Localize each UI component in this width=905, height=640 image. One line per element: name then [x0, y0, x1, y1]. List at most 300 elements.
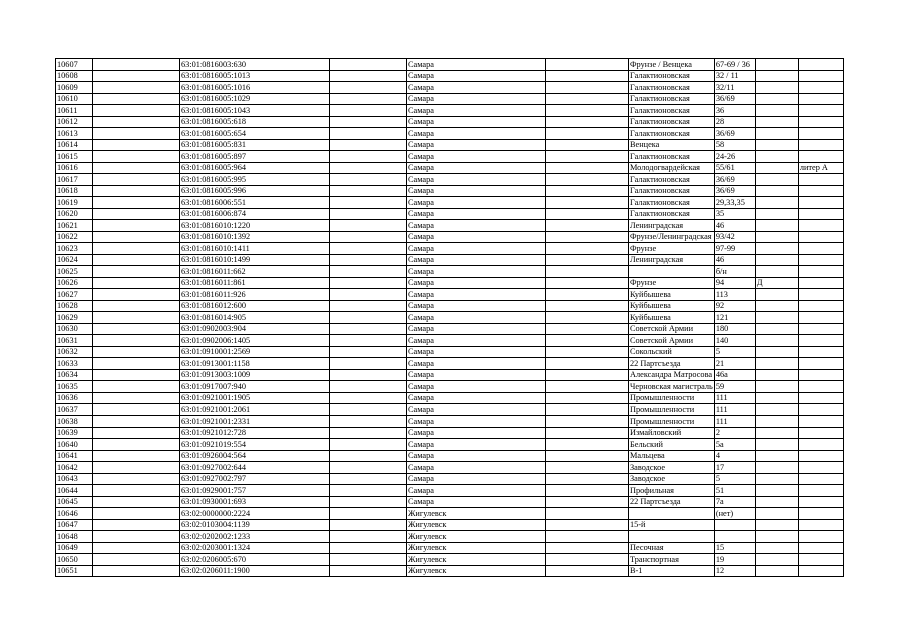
building-letter-cell: [755, 369, 798, 381]
empty-cell: [93, 335, 180, 347]
house-number-cell: 58: [714, 139, 755, 151]
note-cell: [798, 128, 843, 140]
city-cell: Самара: [407, 59, 546, 71]
empty-cell: [93, 82, 180, 94]
house-number-cell: 4: [714, 450, 755, 462]
empty-cell: [546, 358, 629, 370]
house-number-cell: 5а: [714, 439, 755, 451]
row-number-cell: 10642: [56, 462, 93, 474]
city-cell: Самара: [407, 485, 546, 497]
table-row: [56, 231, 844, 243]
city-cell: Самара: [407, 323, 546, 335]
building-letter-cell: [755, 496, 798, 508]
note-cell: [798, 554, 843, 566]
row-number-cell: 10633: [56, 358, 93, 370]
house-number-cell: 111: [714, 415, 755, 427]
note-cell: [798, 254, 843, 266]
row-number-cell: 10639: [56, 427, 93, 439]
table-row: [56, 392, 844, 404]
street-cell: Бельский: [629, 439, 715, 451]
building-letter-cell: [755, 531, 798, 543]
house-number-cell: 2: [714, 427, 755, 439]
empty-cell: [93, 415, 180, 427]
table-row: [56, 531, 844, 543]
cadastral-number-cell: 63:01:0816005:1043: [180, 105, 330, 117]
street-cell: Ленинградская: [629, 220, 715, 232]
row-number-cell: 10609: [56, 82, 93, 94]
table-row: [56, 358, 844, 370]
city-cell: Самара: [407, 128, 546, 140]
house-number-cell: 28: [714, 116, 755, 128]
empty-cell: [546, 116, 629, 128]
empty-cell: [546, 231, 629, 243]
row-number-cell: 10615: [56, 151, 93, 163]
empty-cell: [330, 208, 407, 220]
row-number-cell: 10651: [56, 565, 93, 577]
cadastral-number-cell: 63:01:0917007:940: [180, 381, 330, 393]
empty-cell: [546, 312, 629, 324]
note-cell: [798, 174, 843, 186]
empty-cell: [93, 473, 180, 485]
street-cell: Фрунзе/Ленинградская: [629, 231, 715, 243]
house-number-cell: 32 / 11: [714, 70, 755, 82]
cadastral-number-cell: 63:01:0816012:600: [180, 300, 330, 312]
house-number-cell: 21: [714, 358, 755, 370]
empty-cell: [546, 197, 629, 209]
row-number-cell: 10613: [56, 128, 93, 140]
empty-cell: [330, 496, 407, 508]
row-number-cell: 10641: [56, 450, 93, 462]
building-letter-cell: [755, 485, 798, 497]
street-cell: Галактионовская: [629, 174, 715, 186]
city-cell: Жигулевск: [407, 542, 546, 554]
note-cell: [798, 415, 843, 427]
house-number-cell: 111: [714, 392, 755, 404]
building-letter-cell: [755, 139, 798, 151]
empty-cell: [93, 231, 180, 243]
empty-cell: [93, 185, 180, 197]
empty-cell: [546, 70, 629, 82]
cadastral-number-cell: 63:01:0816005:996: [180, 185, 330, 197]
house-number-cell: 180: [714, 323, 755, 335]
house-number-cell: 12: [714, 565, 755, 577]
building-letter-cell: [755, 312, 798, 324]
city-cell: Самара: [407, 346, 546, 358]
empty-cell: [546, 415, 629, 427]
house-number-cell: (нет): [714, 508, 755, 520]
empty-cell: [546, 496, 629, 508]
empty-cell: [546, 174, 629, 186]
street-cell: Заводское: [629, 473, 715, 485]
row-number-cell: 10650: [56, 554, 93, 566]
row-number-cell: 10649: [56, 542, 93, 554]
building-letter-cell: [755, 300, 798, 312]
note-cell: [798, 565, 843, 577]
empty-cell: [330, 369, 407, 381]
house-number-cell: 5: [714, 346, 755, 358]
empty-cell: [546, 381, 629, 393]
city-cell: Самара: [407, 289, 546, 301]
city-cell: Жигулевск: [407, 565, 546, 577]
table-row: [56, 381, 844, 393]
empty-cell: [330, 105, 407, 117]
building-letter-cell: [755, 381, 798, 393]
table-row: [56, 508, 844, 520]
note-cell: [798, 462, 843, 474]
row-number-cell: 10607: [56, 59, 93, 71]
empty-cell: [546, 59, 629, 71]
street-cell: Куйбышева: [629, 300, 715, 312]
empty-cell: [93, 485, 180, 497]
city-cell: Самара: [407, 462, 546, 474]
house-number-cell: 36: [714, 105, 755, 117]
house-number-cell: 19: [714, 554, 755, 566]
city-cell: Самара: [407, 139, 546, 151]
empty-cell: [93, 59, 180, 71]
table-row: [56, 289, 844, 301]
row-number-cell: 10637: [56, 404, 93, 416]
row-number-cell: 10626: [56, 277, 93, 289]
street-cell: Сокольский: [629, 346, 715, 358]
building-letter-cell: [755, 105, 798, 117]
empty-cell: [93, 542, 180, 554]
city-cell: Самара: [407, 312, 546, 324]
table-row: [56, 565, 844, 577]
row-number-cell: 10628: [56, 300, 93, 312]
empty-cell: [330, 519, 407, 531]
cadastral-number-cell: 63:01:0921001:1905: [180, 392, 330, 404]
note-cell: [798, 427, 843, 439]
street-cell: Черновская магистраль: [630, 381, 713, 391]
table-row: [56, 243, 844, 255]
empty-cell: [93, 531, 180, 543]
house-number-cell: 55/61: [714, 162, 755, 174]
empty-cell: [330, 266, 407, 278]
note-cell: [798, 508, 843, 520]
street-cell: Галактионовская: [629, 93, 715, 105]
house-number-cell: 46а: [714, 369, 755, 381]
empty-cell: [546, 208, 629, 220]
building-letter-cell: [755, 542, 798, 554]
cadastral-number-cell: 63:01:0816006:874: [180, 208, 330, 220]
empty-cell: [93, 450, 180, 462]
cadastral-number-cell: 63:01:0816010:1392: [180, 231, 330, 243]
building-letter-cell: [755, 162, 798, 174]
note-cell: [798, 243, 843, 255]
empty-cell: [330, 439, 407, 451]
empty-cell: [330, 162, 407, 174]
empty-cell: [93, 427, 180, 439]
note-cell: [798, 93, 843, 105]
city-cell: Самара: [407, 335, 546, 347]
house-number-cell: 94: [714, 277, 755, 289]
building-letter-cell: Д: [755, 277, 798, 289]
house-number-cell: 29,33,35: [714, 197, 755, 209]
row-number-cell: 10631: [56, 335, 93, 347]
building-letter-cell: [755, 289, 798, 301]
empty-cell: [546, 369, 629, 381]
note-cell: [798, 439, 843, 451]
city-cell: Самара: [407, 197, 546, 209]
row-number-cell: 10638: [56, 415, 93, 427]
empty-cell: [546, 473, 629, 485]
table-row: [56, 220, 844, 232]
table-row: [56, 128, 844, 140]
row-number-cell: 10621: [56, 220, 93, 232]
empty-cell: [330, 415, 407, 427]
street-cell: Ленинградская: [629, 254, 715, 266]
street-cell: Промышленности: [629, 415, 715, 427]
street-cell: Галактионовская: [629, 70, 715, 82]
empty-cell: [330, 485, 407, 497]
empty-cell: [93, 243, 180, 255]
street-cell: Песочная: [629, 542, 715, 554]
street-cell: Куйбышева: [629, 289, 715, 301]
table-row: [56, 82, 844, 94]
empty-cell: [330, 82, 407, 94]
empty-cell: [93, 220, 180, 232]
table-row: [56, 473, 844, 485]
row-number-cell: 10610: [56, 93, 93, 105]
table-row: [56, 174, 844, 186]
empty-cell: [93, 116, 180, 128]
row-number-cell: 10646: [56, 508, 93, 520]
empty-cell: [93, 174, 180, 186]
table-row: [56, 496, 844, 508]
street-cell: Галактионовская: [629, 197, 715, 209]
empty-cell: [546, 254, 629, 266]
building-letter-cell: [755, 197, 798, 209]
cadastral-number-cell: 63:01:0816005:995: [180, 174, 330, 186]
cadastral-number-cell: 63:01:0921019:554: [180, 439, 330, 451]
empty-cell: [93, 323, 180, 335]
empty-cell: [546, 565, 629, 577]
cadastral-number-cell: 63:01:0816005:1016: [180, 82, 330, 94]
empty-cell: [546, 450, 629, 462]
street-cell: Мальцева: [629, 450, 715, 462]
row-number-cell: 10645: [56, 496, 93, 508]
note-cell: [798, 542, 843, 554]
empty-cell: [330, 139, 407, 151]
street-cell: Промышленности: [629, 392, 715, 404]
row-number-cell: 10625: [56, 266, 93, 278]
row-number-cell: 10617: [56, 174, 93, 186]
table-row: [56, 335, 844, 347]
empty-cell: [330, 174, 407, 186]
note-cell: [798, 208, 843, 220]
city-cell: Самара: [407, 151, 546, 163]
table-row: [56, 554, 844, 566]
house-number-cell: 97-99: [714, 243, 755, 255]
street-cell: Галактионовская: [629, 128, 715, 140]
note-cell: [798, 59, 843, 71]
table-row: [56, 277, 844, 289]
house-number-cell: 24-26: [714, 151, 755, 163]
empty-cell: [546, 185, 629, 197]
empty-cell: [93, 277, 180, 289]
street-cell: Галактионовская: [629, 151, 715, 163]
cadastral-number-cell: 63:01:0816005:897: [180, 151, 330, 163]
city-cell: Самара: [407, 300, 546, 312]
building-letter-cell: [755, 392, 798, 404]
note-cell: [798, 485, 843, 497]
empty-cell: [546, 404, 629, 416]
cadastral-number-cell: 63:01:0902006:1405: [180, 335, 330, 347]
row-number-cell: 10647: [56, 519, 93, 531]
city-cell: Жигулевск: [407, 519, 546, 531]
empty-cell: [330, 151, 407, 163]
house-number-cell: 67-69 / 36: [714, 59, 755, 71]
empty-cell: [546, 243, 629, 255]
house-number-cell: 7а: [714, 496, 755, 508]
note-cell: [798, 116, 843, 128]
empty-cell: [93, 128, 180, 140]
empty-cell: [330, 450, 407, 462]
empty-cell: [330, 565, 407, 577]
house-number-cell: 32/11: [714, 82, 755, 94]
note-cell: [798, 231, 843, 243]
house-number-cell: 93/42: [714, 231, 755, 243]
city-cell: Самара: [407, 369, 546, 381]
empty-cell: [546, 151, 629, 163]
empty-cell: [93, 554, 180, 566]
building-letter-cell: [755, 208, 798, 220]
city-cell: Самара: [407, 496, 546, 508]
empty-cell: [93, 70, 180, 82]
empty-cell: [330, 358, 407, 370]
house-number-cell: [714, 519, 755, 531]
building-letter-cell: [755, 565, 798, 577]
note-cell: [798, 381, 843, 393]
street-cell: Фрунзе: [629, 243, 715, 255]
empty-cell: [330, 300, 407, 312]
cadastral-number-cell: 63:02:0203001:1324: [180, 542, 330, 554]
note-cell: [798, 346, 843, 358]
table-row: [56, 404, 844, 416]
empty-cell: [546, 162, 629, 174]
empty-cell: [546, 462, 629, 474]
row-number-cell: 10614: [56, 139, 93, 151]
note-cell: [798, 70, 843, 82]
cadastral-number-cell: 63:01:0930001:693: [180, 496, 330, 508]
cadastral-number-cell: 63:01:0816005:618: [180, 116, 330, 128]
city-cell: Самара: [407, 185, 546, 197]
table-body: [56, 59, 844, 577]
empty-cell: [546, 346, 629, 358]
street-cell: Измайловский: [629, 427, 715, 439]
empty-cell: [93, 392, 180, 404]
empty-cell: [330, 93, 407, 105]
table-row: [56, 139, 844, 151]
empty-cell: [546, 139, 629, 151]
cadastral-number-cell: 63:01:0816010:1220: [180, 220, 330, 232]
cadastral-number-cell: 63:01:0816011:662: [180, 266, 330, 278]
table-row: [56, 185, 844, 197]
house-number-cell: [714, 531, 755, 543]
street-cell: Промышленности: [629, 404, 715, 416]
row-number-cell: 10648: [56, 531, 93, 543]
row-number-cell: 10618: [56, 185, 93, 197]
cadastral-number-cell: 63:02:0202002:1233: [180, 531, 330, 543]
house-number-cell: 92: [714, 300, 755, 312]
empty-cell: [93, 151, 180, 163]
city-cell: Самара: [407, 277, 546, 289]
empty-cell: [93, 381, 180, 393]
empty-cell: [330, 277, 407, 289]
street-cell: Галактионовская: [629, 185, 715, 197]
city-cell: Самара: [407, 208, 546, 220]
building-letter-cell: [755, 70, 798, 82]
empty-cell: [546, 323, 629, 335]
note-cell: [798, 197, 843, 209]
empty-cell: [330, 70, 407, 82]
note-cell: [798, 289, 843, 301]
empty-cell: [330, 185, 407, 197]
house-number-cell: 113: [714, 289, 755, 301]
empty-cell: [330, 381, 407, 393]
row-number-cell: 10611: [56, 105, 93, 117]
building-letter-cell: [755, 554, 798, 566]
empty-cell: [330, 542, 407, 554]
table-row: [56, 93, 844, 105]
note-cell: [798, 300, 843, 312]
city-cell: Самара: [407, 116, 546, 128]
row-number-cell: 10622: [56, 231, 93, 243]
empty-cell: [546, 82, 629, 94]
cadastral-number-cell: 63:01:0926004:564: [180, 450, 330, 462]
row-number-cell: 10619: [56, 197, 93, 209]
cadastral-table: [55, 58, 844, 577]
empty-cell: [330, 231, 407, 243]
empty-cell: [93, 439, 180, 451]
empty-cell: [93, 404, 180, 416]
city-cell: Самара: [407, 439, 546, 451]
note-cell: [798, 185, 843, 197]
building-letter-cell: [755, 266, 798, 278]
street-cell: Фрунзе: [629, 277, 715, 289]
building-letter-cell: [755, 231, 798, 243]
empty-cell: [330, 220, 407, 232]
building-letter-cell: [755, 59, 798, 71]
house-number-cell: б/н: [714, 266, 755, 278]
table-row: [56, 116, 844, 128]
table-row: [56, 542, 844, 554]
building-letter-cell: [755, 151, 798, 163]
city-cell: Самара: [407, 70, 546, 82]
city-cell: Самара: [407, 450, 546, 462]
table-row: [56, 462, 844, 474]
city-cell: Самара: [407, 266, 546, 278]
street-cell: Советской Армии: [629, 323, 715, 335]
row-number-cell: 10629: [56, 312, 93, 324]
building-letter-cell: [755, 93, 798, 105]
empty-cell: [330, 116, 407, 128]
empty-cell: [546, 531, 629, 543]
street-cell: Транспортная: [629, 554, 715, 566]
cadastral-number-cell: 63:01:0921001:2331: [180, 415, 330, 427]
table-row: [56, 485, 844, 497]
empty-cell: [330, 312, 407, 324]
cadastral-number-cell: 63:01:0816011:926: [180, 289, 330, 301]
street-cell: Галактионовская: [629, 116, 715, 128]
table-row: [56, 519, 844, 531]
note-cell: [798, 404, 843, 416]
empty-cell: [330, 197, 407, 209]
row-number-cell: 10634: [56, 369, 93, 381]
cadastral-number-cell: 63:01:0927002:644: [180, 462, 330, 474]
street-cell: 22 Партсъезда: [629, 358, 715, 370]
empty-cell: [93, 519, 180, 531]
